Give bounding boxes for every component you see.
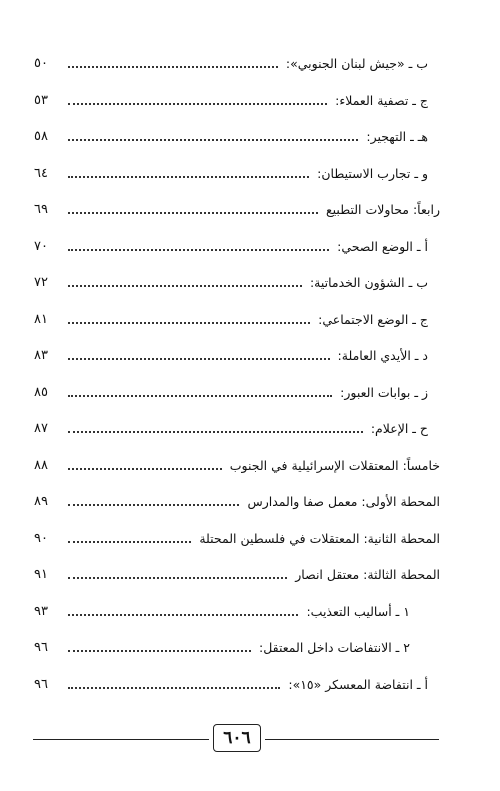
- toc-entry-title: هـ ـ التهجير:: [366, 128, 428, 144]
- page-number: ٦٠٦: [223, 728, 251, 748]
- toc-dot-leader: [68, 673, 280, 695]
- toc-entry-page: ٩٦: [34, 676, 48, 692]
- toc-entry: [34, 162, 440, 184]
- toc-dot-leader: [68, 381, 332, 403]
- toc-dot-leader: [68, 636, 251, 658]
- toc-entry: [34, 527, 440, 549]
- toc-entry-title: المحطة الأولى: معمل صفا والمدارس: [247, 493, 440, 509]
- toc-entry-title: ب ـ الشؤون الخدماتية:: [309, 274, 428, 290]
- page-number-box: [213, 724, 261, 752]
- page-footer: [0, 720, 500, 760]
- toc-entry-title: د ـ الأيدي العاملة:: [337, 347, 428, 363]
- toc-entry-title: المحطة الثانية: المعتقلات في فلسطين المحتلة: [199, 530, 440, 546]
- toc-entry-page: ٨٨: [34, 457, 48, 473]
- toc-entry-title: أ ـ انتفاضة المعسكر «١٥»:: [288, 676, 428, 692]
- toc-entry: [34, 235, 440, 257]
- toc-entry-title: ز ـ بوابات العبور:: [340, 384, 428, 400]
- footer-rule-left: [33, 739, 209, 740]
- toc-dot-leader: [68, 235, 329, 257]
- toc-entry: [34, 673, 440, 695]
- toc-entry-page: ٧٢: [34, 274, 48, 290]
- toc-entry: [34, 344, 440, 366]
- toc-entry: [34, 198, 440, 220]
- toc-entry-title: ١ ـ أساليب التعذيب:: [306, 603, 410, 619]
- toc-entry: [34, 271, 440, 293]
- toc-dot-leader: [68, 490, 239, 512]
- toc-entry: [34, 381, 440, 403]
- toc-entry-page: ٩٦: [34, 639, 48, 655]
- toc-entry: [34, 308, 440, 330]
- toc-entry-title: ب ـ «جيش لبنان الجنوبي»:: [285, 55, 428, 71]
- toc-dot-leader: [68, 344, 330, 366]
- toc-dot-leader: [68, 308, 310, 330]
- toc-entry-title: ح ـ الإعلام:: [370, 420, 428, 436]
- toc-entry-title: ٢ ـ الانتفاضات داخل المعتقل:: [259, 639, 410, 655]
- toc-entry-page: ٨١: [34, 311, 48, 327]
- toc-dot-leader: [68, 89, 327, 111]
- toc-entry-title: خامساً: المعتقلات الإسرائيلية في الجنوب: [229, 457, 440, 473]
- toc-entry: [34, 125, 440, 147]
- toc-entry: [34, 600, 440, 622]
- toc-dot-leader: [68, 417, 363, 439]
- toc-entry-page: ٧٠: [34, 238, 48, 254]
- toc-entry-title: ج ـ تصفية العملاء:: [335, 92, 428, 108]
- toc-dot-leader: [68, 563, 287, 585]
- toc-entry: [34, 52, 440, 74]
- toc-entry-title: رابعاً: محاولات التطبيع: [326, 201, 440, 217]
- toc-entry-title: و ـ تجارب الاستيطان:: [317, 165, 428, 181]
- toc-entry-page: ٩٠: [34, 530, 48, 546]
- toc-entry-page: ٥٣: [34, 92, 48, 108]
- toc-entry-page: ٩٣: [34, 603, 48, 619]
- toc-entry-page: ٨٥: [34, 384, 48, 400]
- toc-entry-page: ٨٩: [34, 493, 48, 509]
- toc-entry-title: أ ـ الوضع الصحي:: [337, 238, 428, 254]
- toc-dot-leader: [68, 162, 309, 184]
- toc-entry-title: ج ـ الوضع الاجتماعي:: [318, 311, 428, 327]
- toc-entry-page: ٩١: [34, 566, 48, 582]
- toc-entry-page: ٨٧: [34, 420, 48, 436]
- toc-entry: [34, 89, 440, 111]
- toc-entry-title: المحطة الثالثة: معتقل انصار: [295, 566, 440, 582]
- toc-entry-page: ٥٠: [34, 55, 48, 71]
- toc-dot-leader: [68, 527, 191, 549]
- toc-entry: [34, 636, 440, 658]
- toc-entry: [34, 417, 440, 439]
- toc-dot-leader: [68, 52, 278, 74]
- toc-dot-leader: [68, 271, 302, 293]
- toc-dot-leader: [68, 125, 358, 147]
- toc-entry: [34, 563, 440, 585]
- toc-dot-leader: [68, 454, 222, 476]
- toc-dot-leader: [68, 198, 318, 220]
- toc-entry-page: ٦٩: [34, 201, 48, 217]
- toc-entry-page: ٦٤: [34, 165, 48, 181]
- toc-entry-page: ٨٣: [34, 347, 48, 363]
- toc-dot-leader: [68, 600, 298, 622]
- footer-rule-right: [265, 739, 439, 740]
- toc-entry: [34, 490, 440, 512]
- toc-entry: [34, 454, 440, 476]
- toc-entry-page: ٥٨: [34, 128, 48, 144]
